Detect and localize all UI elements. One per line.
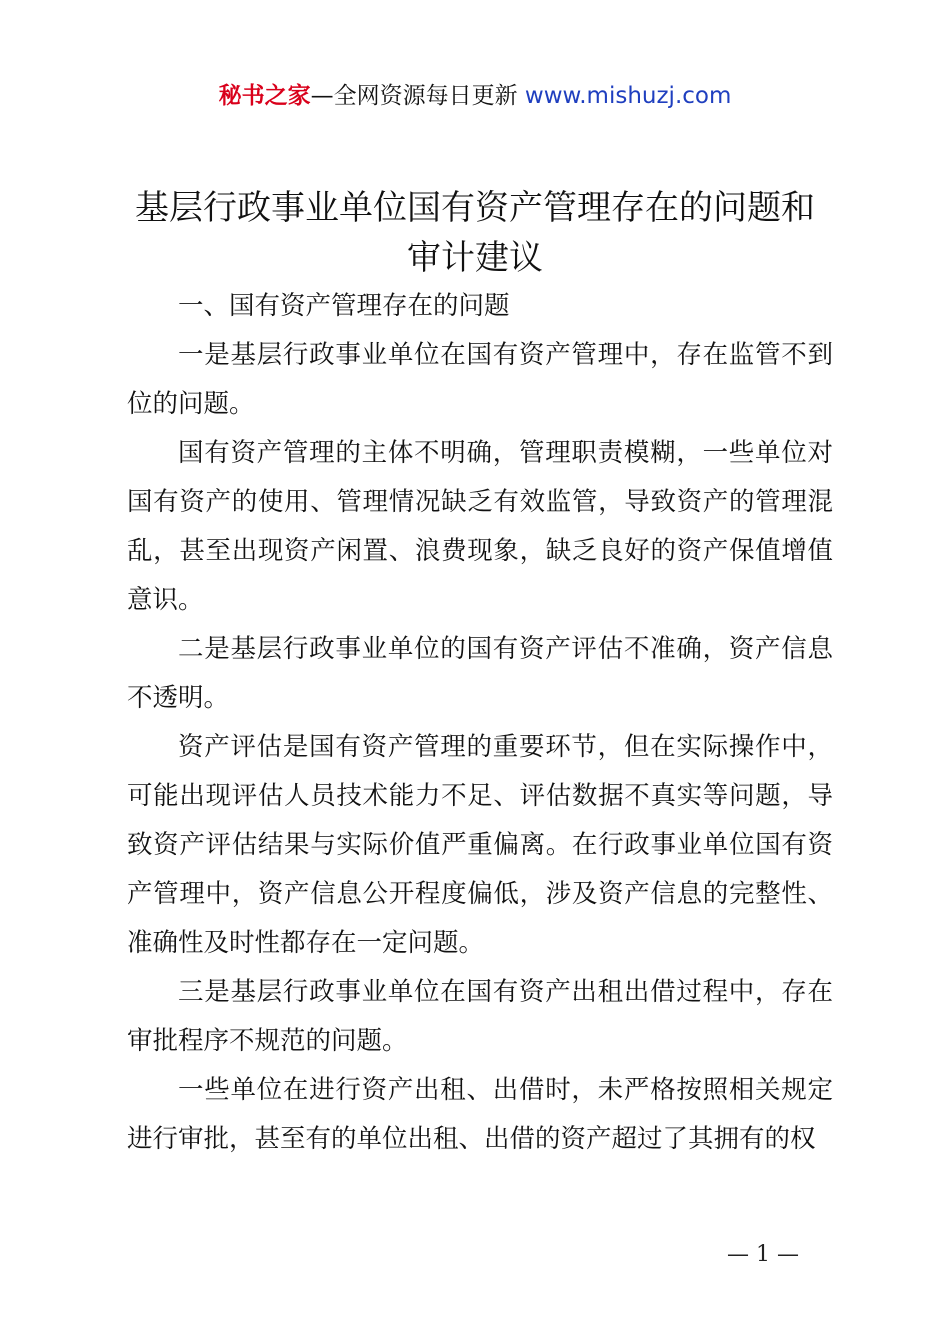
site-banner <box>0 80 950 112</box>
body-paragraph: 一是基层行政事业单位在国有资产管理中，存在监管不到位的问题。 <box>127 340 833 419</box>
document-title: 基层行政事业单位国有资产管理存在的问题和审计建议 <box>135 188 815 278</box>
section-heading: 一、国有资产管理存在的问题 <box>178 291 510 321</box>
banner-tagline: —全网资源每日更新 <box>310 83 518 109</box>
body-paragraph: 三是基层行政事业单位在国有资产出租出借过程中，存在审批程序不规范的问题。 <box>127 977 833 1056</box>
body-paragraph: 一些单位在进行资产出租、出借时，未严格按照相关规定进行审批，甚至有的单位出租、出借的资产超过了其拥有的权 <box>127 1075 833 1154</box>
body-paragraph: 二是基层行政事业单位的国有资产评估不准确，资产信息不透明。 <box>127 634 833 713</box>
site-url-link[interactable]: www.mishuzj.com <box>524 83 732 109</box>
page-number: — 1 — <box>727 1242 799 1267</box>
document-body <box>127 282 833 1164</box>
body-paragraph: 资产评估是国有资产管理的重要环节，但在实际操作中，可能出现评估人员技术能力不足、评估数据不真实等问题，导致资产评估结果与实际价值严重偏离。在行政事业单位国有资产管理中，资产信息公开程度偏低，涉及资产信息的完整性、准确性及时性都存在一定问题。 <box>127 732 833 958</box>
body-paragraph: 国有资产管理的主体不明确，管理职责模糊，一些单位对国有资产的使用、管理情况缺乏有效监管，导致资产的管理混乱，甚至出现资产闲置、浪费现象，缺乏良好的资产保值增值意识。 <box>127 438 833 615</box>
brand-name: 秘书之家 <box>218 83 311 109</box>
